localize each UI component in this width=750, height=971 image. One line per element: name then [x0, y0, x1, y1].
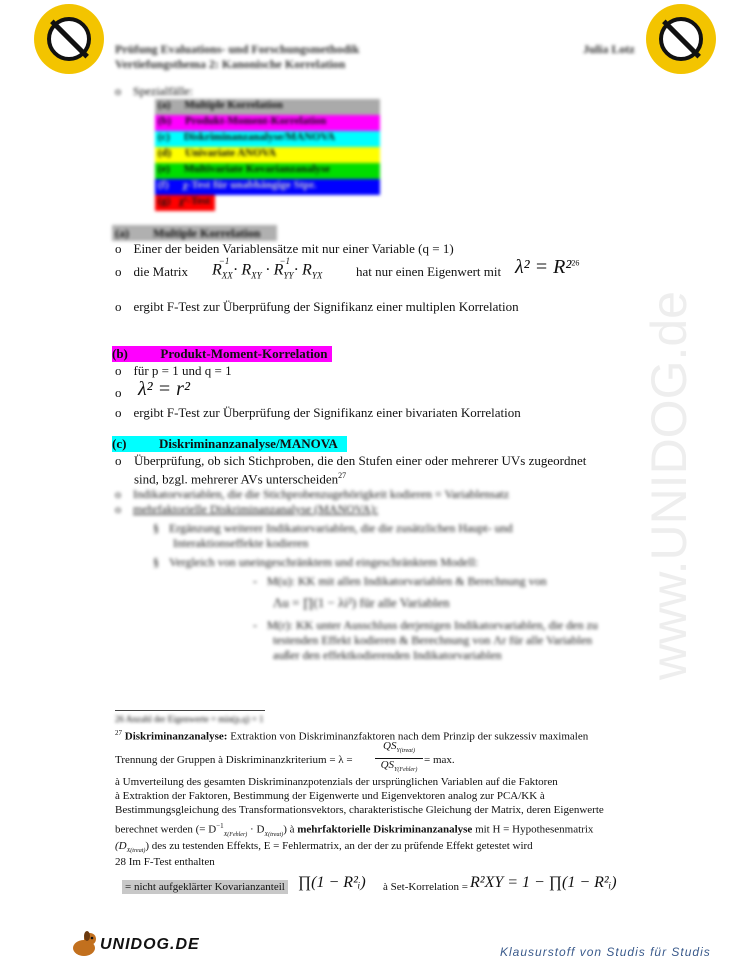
special-case-c: (c) Diskriminanzanalyse/MANOVA — [155, 131, 380, 147]
discriminant-fraction: $QS_{Y(treat)}$ $QS_{Y(Fehler)}$ — [375, 740, 423, 777]
sec-a-bullet-3: o ergibt F-Test zur Überprüfung der Signifikanz einer multiplen Korrelation — [115, 299, 519, 314]
sec-a-bullet-1: o Einer der beiden Variablensätze mit nur einer Variable (q = 1) — [115, 241, 454, 256]
sec-a-matrix-formula: $R_{XX}^{-1} \cdot R_{XY} \cdot R_{YY}^{-1} \cdot R_{YX}$ — [212, 256, 323, 281]
logo-text: UNIDOG.DE — [100, 936, 200, 953]
special-cases-list — [155, 99, 380, 211]
page-header — [115, 42, 359, 72]
special-case-a: (a) Multiple Korrelation — [155, 99, 380, 115]
sec-b-bullet-1: o für p = 1 und q = 1 — [115, 363, 232, 378]
forbidden-badge-left-icon — [38, 8, 100, 70]
special-case-g: (g) χ²-Test — [155, 195, 215, 211]
footer-slogan: Klausurstoff von Studis für Studis — [500, 945, 711, 959]
special-case-f: (f) χ-Test für unabhängige Stpr. — [155, 179, 380, 195]
sec-a-lambda-formula: λ² = R²$^{26}$ — [515, 256, 580, 278]
sec-b-bullet-3: o ergibt F-Test zur Überprüfung der Signifikanz einer bivariaten Korrelation — [115, 405, 521, 420]
set-correlation-formula: R²XY = 1 − ∏(1 − R²ᵢ) — [470, 874, 617, 891]
special-case-b: (b) Produkt-Moment-Korrelation — [155, 115, 380, 131]
section-b-heading: (b) Produkt-Moment-Korrelation — [112, 346, 332, 362]
footnote-27-line7: $(D_{X(treat)})$ des zu testenden Effekts, E = Fehlermatrix, an der der zu prüfende Effekt getestet wird — [115, 840, 533, 855]
sec-a-bullet-2: o die Matrix — [115, 264, 189, 279]
footnote-27-line2: Trennung der Gruppen à Diskriminanzkriterium = λ = — [115, 754, 353, 766]
header-topic: Vertiefungsthema 2: Kanonische Korrelation — [115, 57, 346, 71]
sec-a-eigen-text: hat nur einen Eigenwert mit — [356, 264, 502, 279]
forbidden-badge-right-icon — [650, 8, 712, 70]
sec-b-lambda-formula: λ² = r² — [138, 378, 190, 400]
header-author: Julia Lotz — [583, 42, 635, 56]
dog-icon — [68, 930, 100, 958]
footnote-separator — [115, 710, 265, 711]
special-case-d: (d) Univariate ANOVA — [155, 147, 380, 163]
footnote-27-line6: berechnet werden (= $D^{-1}_{X(Fehler)} \cdot D_{X(treat)}$) à mehrfaktorielle Diskriminanzanalyse mit H = Hypothesenmatrix — [115, 822, 594, 838]
unidog-logo — [68, 930, 200, 958]
section-a-heading: (a) Multiple Korrelation — [112, 225, 277, 241]
header-course: Prüfung Evaluations- und Forschungsmethodik — [115, 42, 360, 56]
sec-c-bullet-1: o Überprüfung, ob sich Stichproben, die den Stufen einer oder mehrerer UVs zugeordnet sind, bzgl. mehrerer AVs unterscheiden$^{27}$ — [115, 453, 587, 487]
special-cases-intro: o Spezialfälle: — [115, 84, 193, 98]
footnote-27-line1: $^{27}$ Diskriminanzanalyse: Extraktion von Diskriminanzfaktoren nach dem Prinzip der sukzessiv maximalen — [115, 729, 589, 743]
footnote-28-box: = nicht aufgeklärter Kovarianzanteil — [122, 880, 288, 894]
footnote-28: 28 Im F-Test enthalten — [115, 856, 215, 868]
special-case-e: (e) Multivariate Kovarianzanalyse — [155, 163, 380, 179]
footnote-26: 26 Anzahl der Eigenwerte = min(p,q) = 1 — [115, 714, 264, 724]
section-c-heading: (c) Diskriminanzanalyse/MANOVA — [112, 436, 347, 452]
footnote-27-lines: à Umverteilung des gesamten Diskriminanzpotenzials der ursprünglichen Variablen auf die Faktoren à Extraktion der Faktoren, Bestimmung der Eigenwerte und Eigenvektoren analog zur PCA/KK à Bestimmungsgleichung des Transformationsvektors, charakteristische Gleichung der Matrix, deren Eigenwerte — [115, 776, 604, 816]
sec-b-bullet-2: o — [115, 385, 122, 400]
sec-c-blurred-details: o Indikatorvariablen, die die Stichprobenzugehörigkeit kodieren = Variablensatz o mehrfaktorielle Diskriminanzanalyse (MANOVA): § Ergänzung weiterer Indikatorvariablen, die die zusätzlichen Haupt- und Interaktionseffekte kodieren § Vergleich von uneingeschränktem und eingeschränktem Modell: - M(u): KK mit allen Indikatorvariablen & Berechnung von Λu = ∏(1 − λi²) für alle Variablen - M(r): KK unter Ausschluss derjenigen Indikatorvariablen, die den zu testenden Effekt kodieren & Berechnung von Λr für alle Variablen außer den effektkodierenden Indikatorvariablen — [115, 487, 598, 662]
set-correlation-label: à Set-Korrelation = — [383, 881, 469, 893]
product-formula: ∏(1 − R²ᵢ) — [298, 874, 366, 891]
watermark-text: www.UNIDOG.de — [641, 291, 697, 680]
footnote-27-max: = max. — [424, 754, 455, 766]
